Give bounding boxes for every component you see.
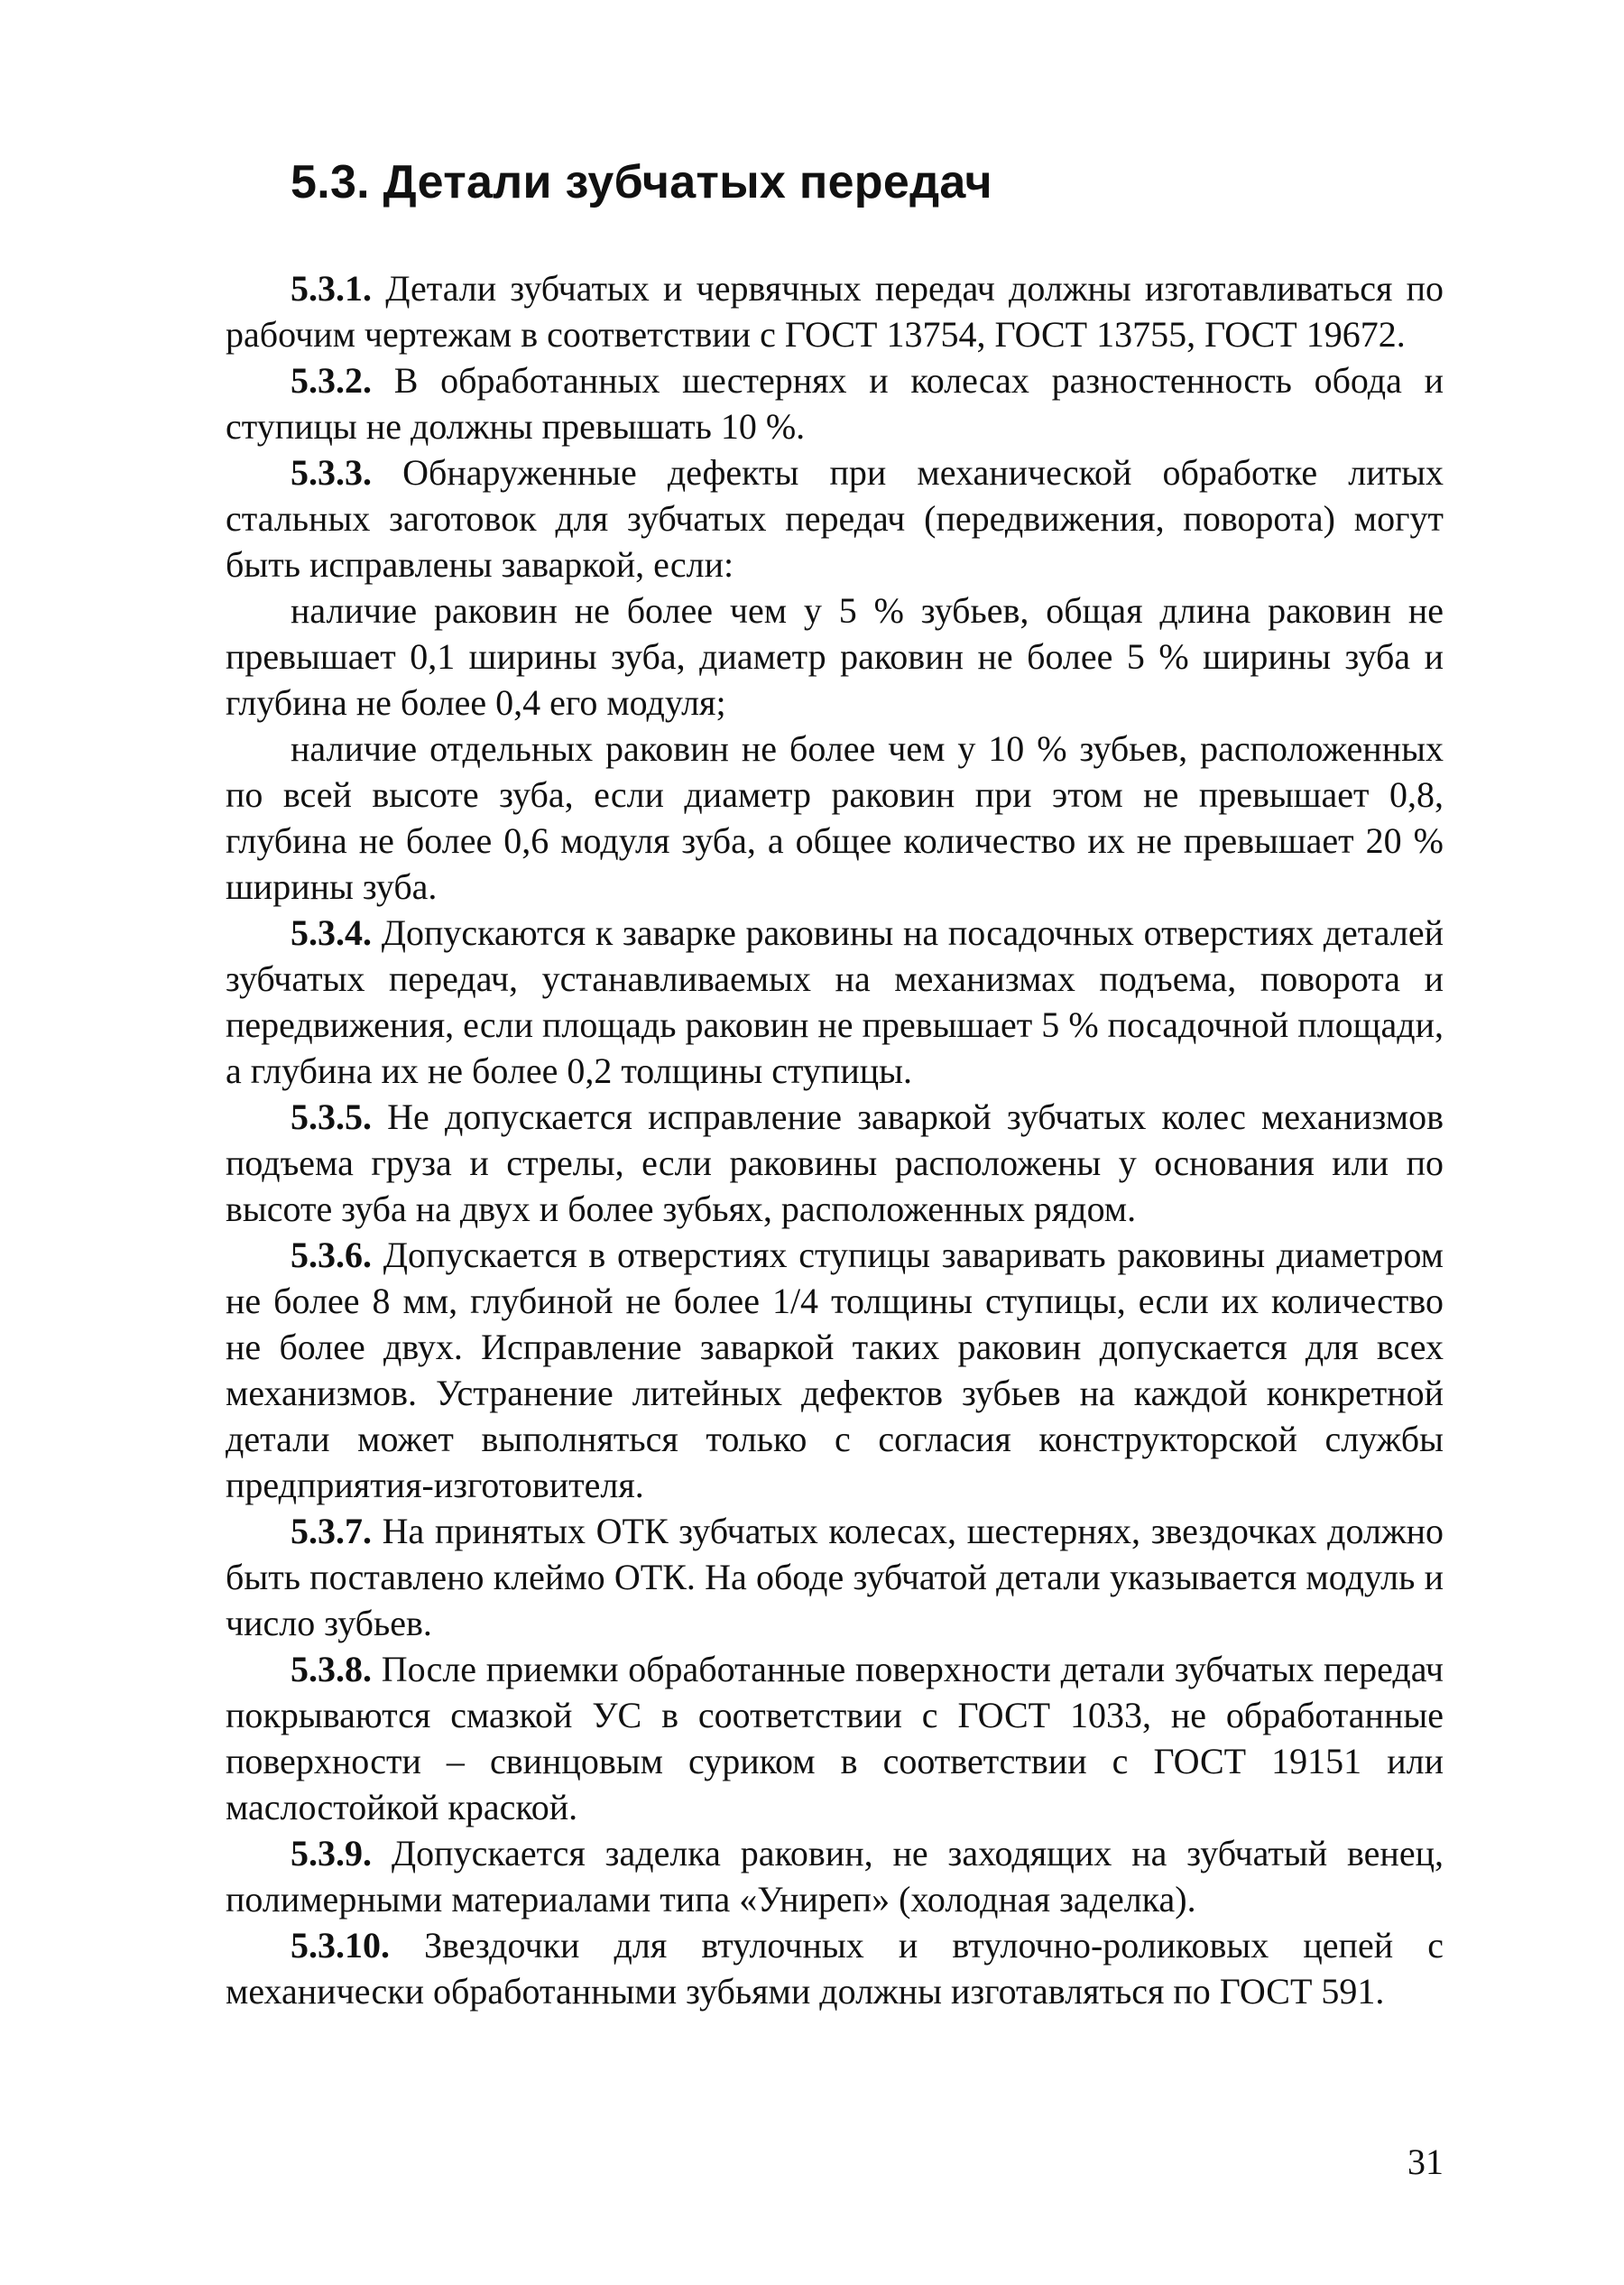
paragraph-number: 5.3.7. <box>291 1511 372 1551</box>
paragraph-text: наличие раковин не более чем у 5 % зубьев, общая длина раковин не превышает 0,1 ширины зуба, диаметр раковин не более 5 % ширины зуба и глубина не более 0,4 его модуля; <box>226 590 1444 723</box>
paragraph-5-3-5 <box>226 1094 1444 1232</box>
paragraph-number: 5.3.8. <box>291 1649 372 1689</box>
paragraph-text: наличие отдельных раковин не более чем у 10 % зубьев, расположенных по всей высоте зуба, если диаметр раковин при этом не превышает 0,8, глубина не более 0,6 модуля зуба, а общее количество их не превышает 20 % ширины зуба. <box>226 728 1444 907</box>
paragraph-condition-1 <box>226 587 1444 726</box>
paragraph-5-3-1 <box>226 265 1444 357</box>
paragraph-number: 5.3.6. <box>291 1235 372 1275</box>
section-title: 5.3. Детали зубчатых передач <box>291 156 992 208</box>
paragraph-text: Допускаются к заварке раковины на посадочных отверстиях деталей зубчатых передач, устанавливаемых на механизмах подъема, поворота и передвижения, если площадь раковин не превышает 5 % посадочной площади, а глубина их не более 0,2 толщины ступицы. <box>226 912 1444 1091</box>
paragraph-number: 5.3.5. <box>291 1096 372 1137</box>
paragraph-number: 5.3.1. <box>291 268 372 309</box>
paragraph-5-3-8 <box>226 1646 1444 1830</box>
paragraph-text: После приемки обработанные поверхности детали зубчатых передач покрываются смазкой УС в соответствии с ГОСТ 1033, не обработанные поверхности – свинцовым суриком в соответствии с ГОСТ 19151 или маслостойкой краской. <box>226 1649 1444 1827</box>
paragraph-number: 5.3.4. <box>291 912 372 953</box>
paragraph-text: Не допускается исправление заваркой зубчатых колес механизмов подъема груза и стрелы, если раковины расположены у основания или по высоте зуба на двух и более зубьях, расположенных рядом. <box>226 1096 1444 1229</box>
paragraph-5-3-6 <box>226 1232 1444 1508</box>
paragraph-condition-2 <box>226 726 1444 910</box>
paragraph-5-3-3 <box>226 449 1444 587</box>
paragraph-number: 5.3.9. <box>291 1833 372 1873</box>
document-page <box>226 135 1444 2014</box>
paragraph-text: На принятых ОТК зубчатых колесах, шестернях, звездочках должно быть поставлено клеймо ОТК. На ободе зубчатой детали указывается модуль и число зубьев. <box>226 1511 1444 1643</box>
paragraph-text: В обработанных шестернях и колесах разностенность обода и ступицы не должны превышать 10 %. <box>226 360 1444 447</box>
paragraph-5-3-4 <box>226 910 1444 1094</box>
paragraph-number: 5.3.10. <box>291 1925 390 1966</box>
paragraph-5-3-10 <box>226 1922 1444 2014</box>
paragraph-text: Допускается в отверстиях ступицы заваривать раковины диаметром не более 8 мм, глубиной не более 1/4 толщины ступицы, если их количество не более двух. Исправление заваркой таких раковин допускается для всех механизмов. Устранение литейных дефектов зубьев на каждой конкретной детали может выполняться только с согласия конструкторской службы предприятия-изготовителя. <box>226 1235 1444 1505</box>
paragraph-text: Звездочки для втулочных и втулочно-роликовых цепей с механически обработанными зубьями должны изготавляться по ГОСТ 591. <box>226 1925 1444 2012</box>
paragraph-number: 5.3.3. <box>291 452 372 493</box>
paragraph-5-3-7 <box>226 1508 1444 1646</box>
paragraph-text: Допускается заделка раковин, не заходящих на зубчатый венец, полимерными материалами типа «Униреп» (холодная заделка). <box>226 1833 1444 1920</box>
page-number: 31 <box>1407 2142 1444 2182</box>
paragraph-5-3-9 <box>226 1830 1444 1922</box>
paragraph-text: Обнаруженные дефекты при механической обработке литых стальных заготовок для зубчатых передач (передвижения, поворота) могут быть исправлены заваркой, если: <box>226 452 1444 585</box>
paragraph-number: 5.3.2. <box>291 360 372 401</box>
paragraph-text: Детали зубчатых и червячных передач должны изготавливаться по рабочим чертежам в соответствии с ГОСТ 13754, ГОСТ 13755, ГОСТ 19672. <box>226 268 1444 355</box>
paragraph-5-3-2 <box>226 357 1444 449</box>
